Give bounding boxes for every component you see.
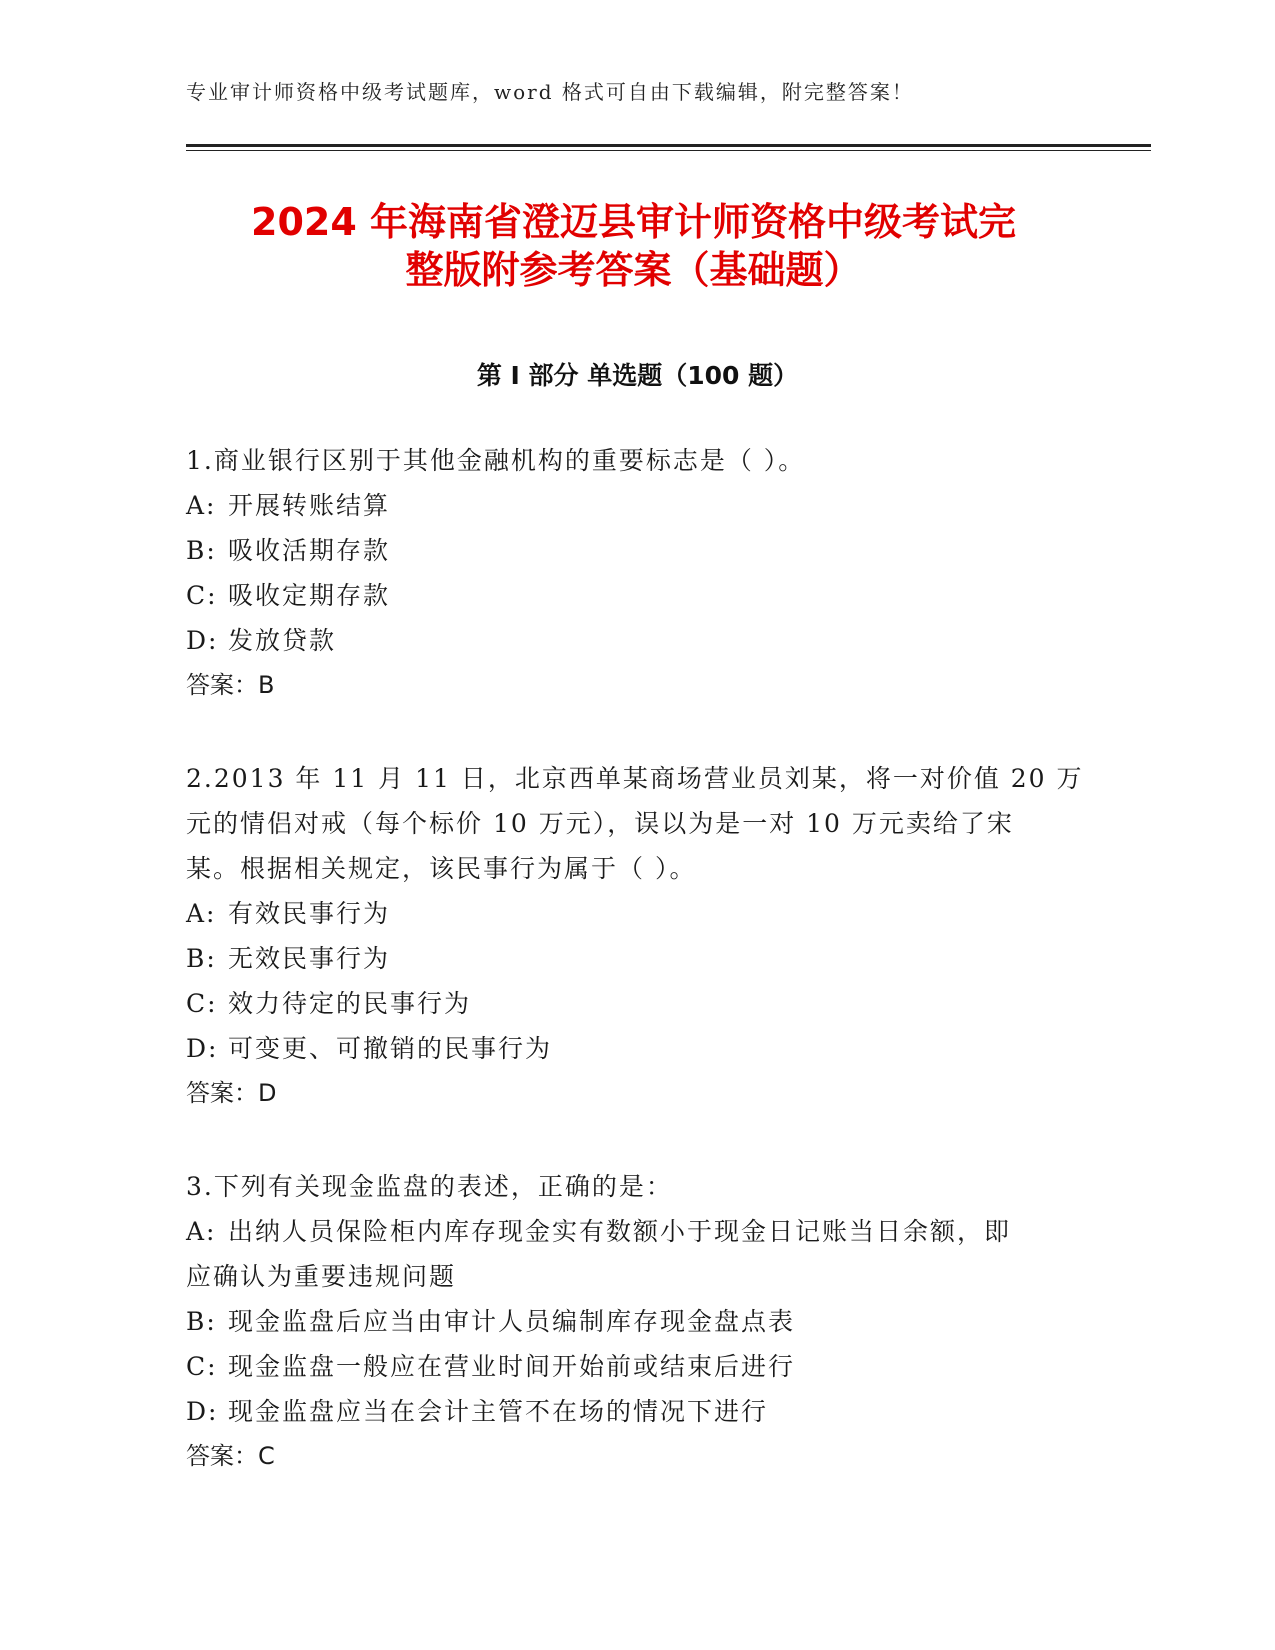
question-2-option-a <box>186 891 1091 936</box>
question-2-answer: 答案：D <box>186 1079 277 1107</box>
question-1-option-d <box>186 618 1091 663</box>
option-text: 有效民事行为 <box>228 899 391 928</box>
option-letter: B: <box>186 944 217 973</box>
option-text: 开展转账结算 <box>228 491 391 520</box>
option-text: 现金监盘应当在会计主管不在场的情况下进行 <box>228 1397 769 1426</box>
option-text: 吸收活期存款 <box>228 536 391 565</box>
document-title <box>186 198 1081 294</box>
option-letter: C: <box>186 581 218 610</box>
question-2-stem-line-1: 2.2013 年 11 月 11 日，北京西单某商场营业员刘某，将一对价值 20 万 <box>186 764 1084 793</box>
option-letter: A: <box>186 899 217 928</box>
title-line-1: 2024 年海南省澄迈县审计师资格中级考试完 <box>251 200 1016 244</box>
option-text: 现金监盘一般应在营业时间开始前或结束后进行 <box>228 1352 796 1381</box>
question-list <box>186 438 1091 1527</box>
option-letter: C: <box>186 1352 218 1381</box>
option-text: 出纳人员保险柜内库存现金实有数额小于现金日记账当日余额，即 <box>228 1217 1012 1246</box>
question-1-stem: 1.商业银行区别于其他金融机构的重要标志是（ ）。 <box>186 446 806 475</box>
header-rule-thin <box>186 150 1151 151</box>
question-3-option-d <box>186 1389 1091 1434</box>
question-3 <box>186 1164 1091 1479</box>
question-1 <box>186 438 1091 708</box>
question-1-option-a <box>186 483 1091 528</box>
section-heading: 第 I 部分 单选题（100 题） <box>476 361 799 390</box>
option-letter: B: <box>186 1307 217 1336</box>
question-2-option-c <box>186 981 1091 1026</box>
option-letter: D: <box>186 626 219 655</box>
question-1-answer: 答案：B <box>186 671 275 699</box>
question-3-option-b <box>186 1299 1091 1344</box>
option-letter: A: <box>186 1217 217 1246</box>
option-text: 现金监盘后应当由审计人员编制库存现金盘点表 <box>228 1307 796 1336</box>
option-letter: B: <box>186 536 217 565</box>
option-letter: A: <box>186 491 217 520</box>
question-3-option-c <box>186 1344 1091 1389</box>
header-note: 专业审计师资格中级考试题库，word 格式可自由下载编辑，附完整答案！ <box>186 80 914 104</box>
header-rule-thick <box>186 144 1151 147</box>
question-1-option-c <box>186 573 1091 618</box>
option-text: 可变更、可撤销的民事行为 <box>228 1034 553 1063</box>
question-2-option-b <box>186 936 1091 981</box>
question-3-stem: 3.下列有关现金监盘的表述，正确的是： <box>186 1172 673 1201</box>
question-3-option-a-continued: 应确认为重要违规问题 <box>186 1262 457 1291</box>
question-2 <box>186 756 1091 1116</box>
question-2-stem-line-2: 元的情侣对戒（每个标价 10 万元），误以为是一对 10 万元卖给了宋 <box>186 809 1014 838</box>
title-line-2: 整版附参考答案（基础题） <box>405 248 862 292</box>
question-2-option-d <box>186 1026 1091 1071</box>
option-letter: C: <box>186 989 218 1018</box>
option-letter: D: <box>186 1034 219 1063</box>
option-letter: D: <box>186 1397 219 1426</box>
question-3-answer: 答案：C <box>186 1442 275 1470</box>
option-text: 效力待定的民事行为 <box>228 989 472 1018</box>
question-2-stem-line-3: 某。根据相关规定，该民事行为属于（ ）。 <box>186 854 697 883</box>
question-1-option-b <box>186 528 1091 573</box>
option-text: 吸收定期存款 <box>228 581 391 610</box>
option-text: 发放贷款 <box>228 626 337 655</box>
option-text: 无效民事行为 <box>228 944 391 973</box>
question-3-option-a <box>186 1209 1091 1254</box>
